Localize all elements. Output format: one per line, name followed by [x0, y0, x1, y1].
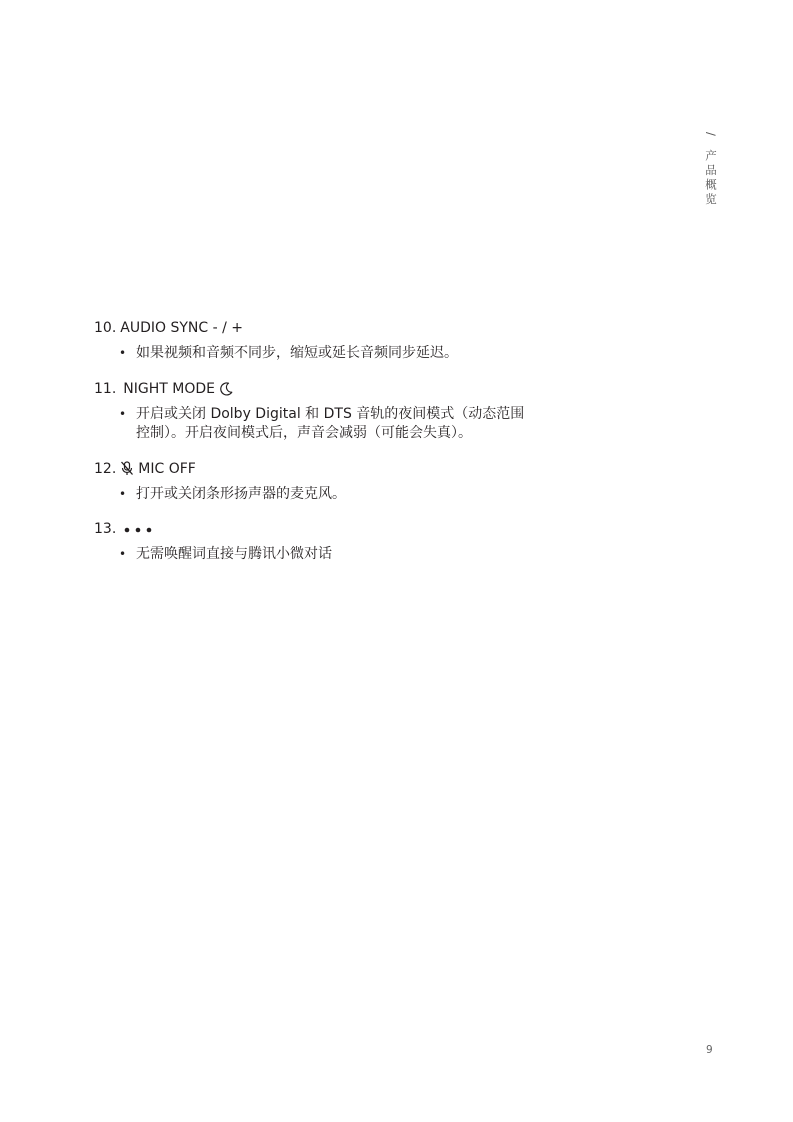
item-title: MIC OFF [138, 460, 196, 477]
item-number: 10. [94, 320, 117, 336]
side-tab-title: 产品概览 [704, 149, 718, 208]
moon-icon [219, 382, 233, 396]
bullet-glyph: • [119, 406, 127, 421]
bullet-text: 如果视频和音频不同步，缩短或延长音频同步延迟。 [136, 345, 458, 361]
list-item [94, 405, 534, 444]
item-number: 11. [94, 380, 117, 397]
bullet-glyph: • [119, 547, 127, 561]
dots-icon [123, 524, 153, 534]
bullet-list [94, 405, 534, 444]
item-heading [94, 318, 534, 338]
item-heading [94, 459, 534, 479]
bullet-list [94, 344, 534, 364]
list-item [94, 545, 534, 565]
control-item-audio-sync [94, 318, 534, 364]
bullet-text: 无需唤醒词直接与腾讯小微对话 [136, 546, 332, 562]
bullet-list [94, 485, 534, 505]
side-tab-separator: / [704, 132, 718, 139]
controls-list [94, 318, 534, 580]
item-number: 13. [94, 521, 117, 537]
item-heading [94, 379, 534, 399]
list-item [94, 485, 534, 505]
control-item-night-mode [94, 379, 534, 444]
control-item-mic-off [94, 459, 534, 505]
bullet-text: 开启或关闭 Dolby Digital 和 DTS 音轨的夜间模式（动态范围控制）。开启夜间模式后，声音会减弱（可能会失真）。 [136, 405, 525, 441]
section-side-tab [702, 132, 718, 208]
list-item [94, 344, 534, 364]
item-heading [94, 519, 534, 539]
item-number: 12. [94, 460, 117, 477]
mic-off-icon [120, 461, 134, 476]
bullet-text: 打开或关闭条形扬声器的麦克风。 [136, 485, 346, 502]
bullet-glyph: • [119, 486, 127, 501]
item-title: NIGHT MODE [123, 380, 215, 397]
bullet-glyph: • [119, 346, 127, 360]
item-title: AUDIO SYNC - / + [120, 320, 244, 336]
page-number: 9 [706, 1044, 713, 1056]
control-item-action [94, 519, 534, 565]
bullet-list [94, 545, 534, 565]
